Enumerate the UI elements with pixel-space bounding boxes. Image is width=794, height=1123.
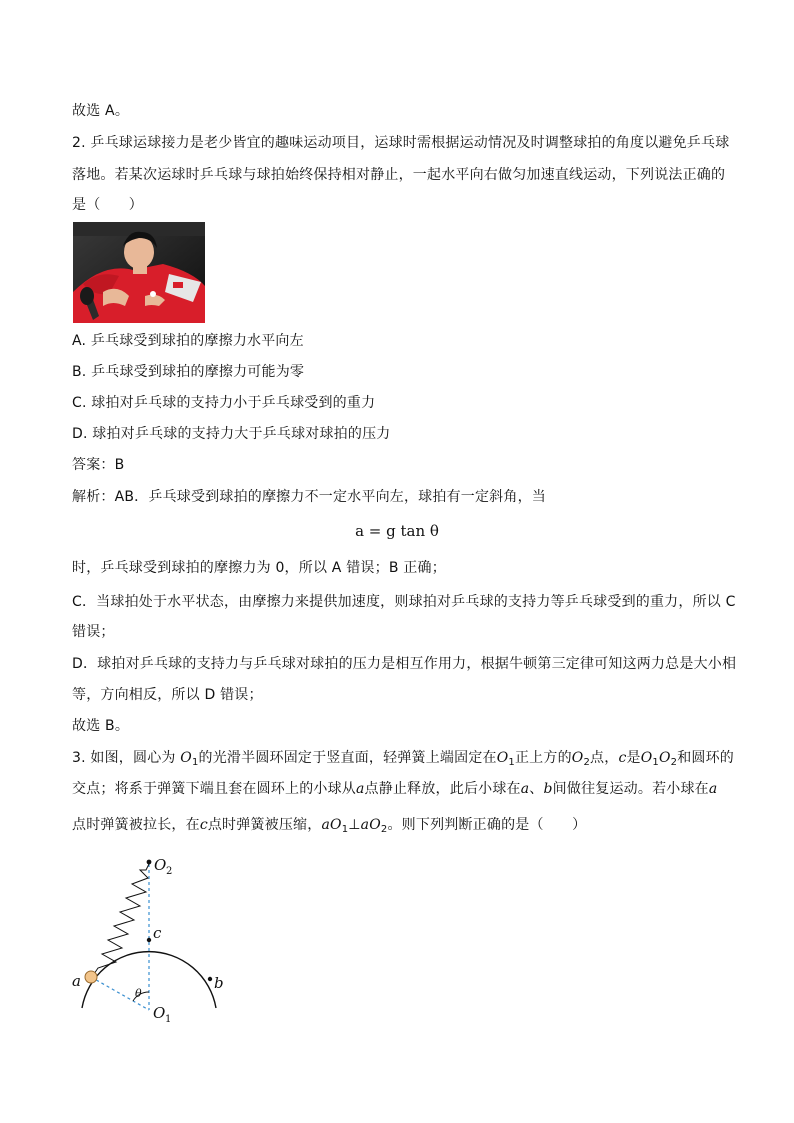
symbol-o: O bbox=[640, 750, 653, 766]
q3-text-part: 交点；将系于弹簧下端且套在圆环上的小球从 bbox=[72, 781, 356, 797]
ring-spring-diagram bbox=[60, 846, 240, 1026]
symbol-a: a bbox=[356, 781, 365, 797]
q3-text-part: 点时弹簧被压缩， bbox=[207, 817, 322, 833]
q3-text-part: 是 bbox=[626, 750, 641, 766]
label-a: a bbox=[72, 972, 81, 990]
point-b bbox=[208, 977, 212, 981]
label-o1-sub: 1 bbox=[165, 1014, 172, 1025]
option-a: A. 乒乓球受到球拍的摩擦力水平向左 bbox=[72, 333, 304, 349]
q3-text-part: 。则下列判断正确的是（ ） bbox=[387, 817, 587, 833]
symbol-o: O bbox=[330, 817, 342, 833]
question-3-line-2 bbox=[72, 779, 732, 799]
analysis-line-5: D．球拍对乒乓球的支持力与乒乓球对球拍的压力是相互作用力，根据牛顿第三定律可知这两力总是大小相 bbox=[72, 656, 737, 672]
label-theta: θ bbox=[135, 987, 142, 1000]
symbol-c: c bbox=[199, 817, 208, 833]
symbol-o: O bbox=[658, 750, 671, 766]
q3-text-part: 的光滑半圆环固定于竖直面，轻弹簧上端固定在 bbox=[198, 750, 497, 766]
symbol-c: c bbox=[618, 750, 627, 766]
formula-a-g-tan-theta: a = g tan θ bbox=[355, 522, 439, 540]
symbol-a: a bbox=[708, 781, 718, 797]
point-o2 bbox=[147, 860, 152, 865]
q3-text-part: 正上方的 bbox=[514, 750, 572, 766]
choose-b-line: 故选 B。 bbox=[72, 718, 130, 734]
symbol-perpendicular: ⊥ bbox=[348, 817, 361, 833]
symbol-b: b bbox=[543, 781, 553, 797]
symbol-subscript-2: 2 bbox=[670, 757, 678, 768]
question-3-line-1 bbox=[72, 748, 732, 773]
analysis-line-1: 解析：AB．乒乓球受到球拍的摩擦力不一定水平向左，球拍有一定斜角，当 bbox=[72, 489, 546, 505]
diagram-svg bbox=[60, 846, 240, 1026]
label-c: c bbox=[153, 924, 162, 942]
table-tennis-player-photo bbox=[73, 222, 205, 323]
symbol-o: O bbox=[180, 750, 192, 766]
q3-text-part: 3. 如图，圆心为 bbox=[72, 750, 181, 766]
label-o2-sub: 2 bbox=[166, 866, 173, 877]
label-b: b bbox=[214, 974, 224, 992]
symbol-o: O bbox=[369, 817, 381, 833]
label-o2: O bbox=[154, 856, 167, 874]
symbol-subscript-1: 1 bbox=[191, 757, 199, 768]
question-3-line-3 bbox=[72, 815, 732, 840]
symbol-a: a bbox=[360, 817, 370, 833]
symbol-subscript-2: 2 bbox=[583, 757, 591, 768]
option-c: C. 球拍对乒乓球的支持力小于乒乓球受到的重力 bbox=[72, 395, 376, 411]
symbol-subscript-1: 1 bbox=[508, 757, 515, 768]
symbol-a: a bbox=[321, 817, 331, 833]
point-c bbox=[147, 938, 151, 942]
symbol-a: a bbox=[520, 781, 530, 797]
symbol-subscript-1: 1 bbox=[341, 824, 349, 835]
ball-at-a bbox=[85, 971, 97, 983]
option-d: D. 球拍对乒乓球的支持力大于乒乓球对球拍的压力 bbox=[72, 426, 391, 442]
q3-text-part: 和圆环的 bbox=[677, 750, 734, 766]
q3-text-part: 点时弹簧被拉长，在 bbox=[72, 817, 200, 833]
symbol-subscript-1: 1 bbox=[652, 757, 659, 768]
analysis-line-4: 错误； bbox=[72, 624, 115, 640]
previous-answer-line: 故选 A。 bbox=[72, 103, 130, 119]
q3-text-part: 、 bbox=[529, 781, 544, 797]
analysis-line-6: 等，方向相反，所以 D 错误； bbox=[72, 687, 263, 703]
symbol-subscript-2: 2 bbox=[380, 824, 388, 835]
analysis-line-2: 时，乒乓球受到球拍的摩擦力为 0，所以 A 错误；B 正确； bbox=[72, 560, 446, 576]
photo-illustration bbox=[73, 222, 205, 323]
question-2-line-2: 落地。若某次运球时乒乓球与球拍始终保持相对静止，一起水平向右做匀加速直线运动，下列说法正确的 bbox=[72, 167, 726, 183]
q3-text-part: 间做往复运动。若小球在 bbox=[552, 781, 709, 797]
q3-text-part: 点， bbox=[590, 750, 619, 766]
symbol-o: O bbox=[496, 750, 509, 766]
option-b: B. 乒乓球受到球拍的摩擦力可能为零 bbox=[72, 364, 305, 380]
label-o1: O bbox=[153, 1004, 166, 1022]
analysis-line-3: C．当球拍处于水平状态，由摩擦力来提供加速度，则球拍对乒乓球的支持力等乒乓球受到的重力，所以 C bbox=[72, 594, 736, 610]
answer-line: 答案：B bbox=[72, 457, 125, 473]
question-2-line-3: 是（ ） bbox=[72, 197, 143, 213]
q3-text-part: 点静止释放，此后小球在 bbox=[364, 781, 521, 797]
question-2-line-1: 2. 乒乓球运球接力是老少皆宜的趣味运动项目，运球时需根据运动情况及时调整球拍的角度以避免乒乓球 bbox=[72, 135, 730, 151]
symbol-o: O bbox=[571, 750, 584, 766]
